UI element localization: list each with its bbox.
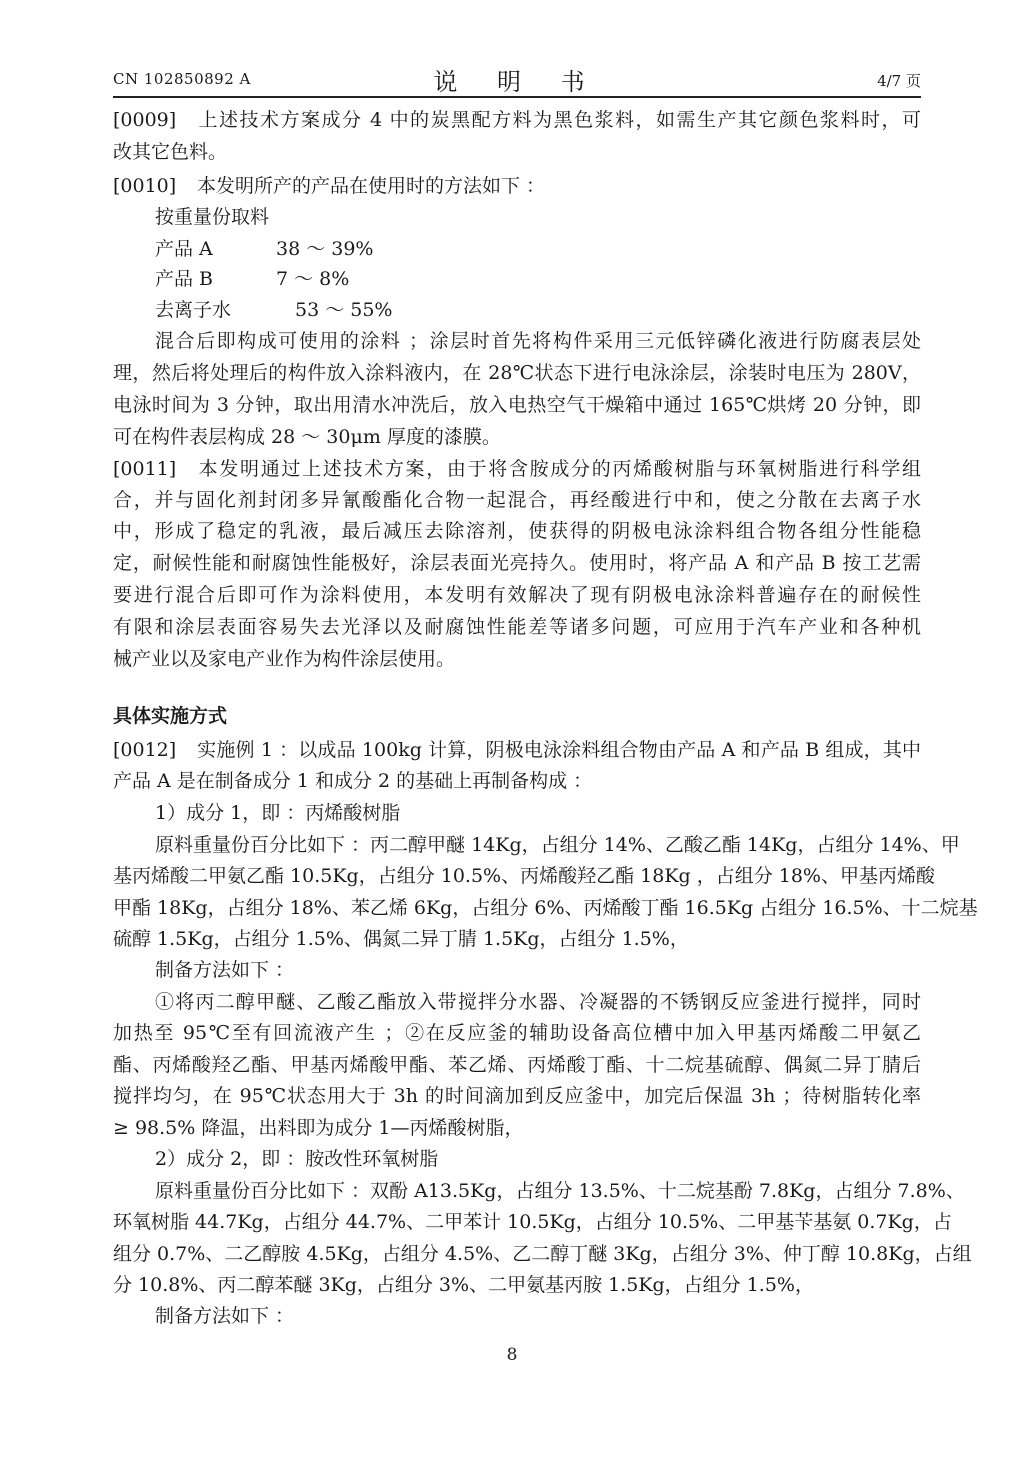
paragraph-0010-line: [0010] 本发明所产的产品在使用时的方法如下 ： xyxy=(113,175,546,197)
preparation-line: 搅拌均匀，在 95℃状态用大于 3h 的时间滴加到反应釜中，加完后保温 3h ；待树脂转化率 xyxy=(113,1085,921,1107)
paragraph-0009-line: 改其它色料。 xyxy=(113,141,228,163)
component-1-title: 1）成分 1，即 ：丙烯酸树脂 xyxy=(155,802,401,824)
page-count: 4/7 页 xyxy=(877,72,921,90)
paragraph-0011-line: 合，并与固化剂封闭多异氰酸酯化合物一起混合，再经酸进行中和，使之分散在去离子水 xyxy=(113,489,921,511)
preparation-heading: 制备方法如下 ： xyxy=(155,959,295,981)
page-header xyxy=(113,60,921,94)
component-2-line: 组分 0.7%、二乙醇胺 4.5Kg，占组分 4.5%、乙二醇丁醚 3Kg，占组分 3%、仲丁醇 10.8Kg，占组 xyxy=(113,1243,972,1265)
paragraph-number: [0012] xyxy=(113,739,177,761)
paragraph-0011-line: 定，耐候性能和耐腐蚀性能极好，涂层表面光亮持久。使用时，将产品 A 和产品 B 按工艺需 xyxy=(113,552,921,574)
paragraph-0011-line: 要进行混合后即可作为涂料使用，本发明有效解决了现有阴极电泳涂料普遍存在的耐候性 xyxy=(113,584,921,606)
ratio-row: 产品 A 38 ～ 39% xyxy=(155,238,374,260)
patent-number: CN 102850892 A xyxy=(113,70,251,88)
paragraph-0010-line: 理，然后将处理后的构件放入涂料液内，在 28℃状态下进行电泳涂层，涂装时电压为 280V， xyxy=(113,362,921,384)
document-title: 说 明 书 xyxy=(433,68,601,96)
paragraph-number: [0009] xyxy=(113,109,177,131)
preparation-line: ①将丙二醇甲醚、乙酸乙酯放入带搅拌分水器、冷凝器的不锈钢反应釜进行搅拌，同时 xyxy=(155,991,921,1013)
preparation-line: ≥ 98.5% 降温，出料即为成分 1—丙烯酸树脂， xyxy=(113,1117,524,1139)
component-1-line: 原料重量份百分比如下 ：丙二醇甲醚 14Kg，占组分 14%、乙酸乙酯 14Kg，占组分 14%、甲 xyxy=(155,834,960,856)
component-1-line: 硫醇 1.5Kg，占组分 1.5%、偶氮二异丁腈 1.5Kg，占组分 1.5%， xyxy=(113,928,689,950)
paragraph-0011-line: 械产业以及家电产业作为构件涂层使用。 xyxy=(113,648,456,670)
paragraph-number: [0011] xyxy=(113,458,177,480)
component-2-line: 分 10.8%、丙二醇苯醚 3Kg，占组分 3%、二甲氨基丙胺 1.5Kg，占组分 1.5%， xyxy=(113,1274,814,1296)
paragraph-0012-line: 产品 A 是在制备成分 1 和成分 2 的基础上再制备构成 ： xyxy=(113,770,593,792)
preparation-heading: 制备方法如下 ： xyxy=(155,1305,295,1327)
ratio-row: 去离子水 53 ～ 55% xyxy=(155,299,393,321)
component-1-line: 基丙烯酸二甲氨乙酯 10.5Kg，占组分 10.5%、丙烯酸羟乙酯 18Kg ，占组分 18%、甲基丙烯酸 xyxy=(113,865,935,887)
paragraph-0012-line: [0012] 实施例 1 ：以成品 100kg 计算，阴极电泳涂料组合物由产品 A 和产品 B 组成，其中 xyxy=(113,739,921,761)
ratio-row: 产品 B 7 ～ 8% xyxy=(155,268,350,290)
paragraph-0011-line: 有限和涂层表面容易失去光泽以及耐腐蚀性能差等诸多问题，可应用于汽车产业和各种机 xyxy=(113,616,921,638)
paragraph-0010-line: 可在构件表层构成 28 ～ 30μm 厚度的漆膜。 xyxy=(113,426,501,448)
paragraph-0009-line: [0009] 上述技术方案成分 4 中的炭黑配方料为黑色浆料，如需生产其它颜色浆料时，可 xyxy=(113,109,921,131)
component-2-line: 环氧树脂 44.7Kg，占组分 44.7%、二甲苯计 10.5Kg，占组分 10.5%、二甲基苄基氨 0.7Kg，占 xyxy=(113,1211,952,1233)
ratio-heading: 按重量份取料 xyxy=(155,206,270,228)
section-title: 具体实施方式 xyxy=(113,705,228,727)
paragraph-0011-line: [0011] 本发明通过上述技术方案，由于将含胺成分的丙烯酸树脂与环氧树脂进行科学组 xyxy=(113,458,921,480)
paragraph-0010-line: 电泳时间为 3 分钟，取出用清水冲洗后，放入电热空气干燥箱中通过 165℃烘烤 20 分钟，即 xyxy=(113,394,921,416)
page-number: 8 xyxy=(506,1345,518,1365)
paragraph-number: [0010] xyxy=(113,175,177,197)
paragraph-0011-line: 中，形成了稳定的乳液，最后减压去除溶剂，使获得的阴极电泳涂料组合物各组分性能稳 xyxy=(113,520,921,542)
component-1-line: 甲酯 18Kg，占组分 18%、苯乙烯 6Kg，占组分 6%、丙烯酸丁酯 16.5Kg 占组分 16.5%、十二烷基 xyxy=(113,897,978,919)
paragraph-0010-line: 混合后即构成可使用的涂料 ；涂层时首先将构件采用三元低锌磷化液进行防腐表层处 xyxy=(155,330,921,352)
preparation-line: 加热至 95℃至有回流液产生 ；②在反应釜的辅助设备高位槽中加入甲基丙烯酸二甲氨乙 xyxy=(113,1022,921,1044)
preparation-line: 酯、丙烯酸羟乙酯、甲基丙烯酸甲酯、苯乙烯、丙烯酸丁酯、十二烷基硫醇、偶氮二异丁腈后 xyxy=(113,1054,921,1076)
component-2-title: 2）成分 2，即 ：胺改性环氧树脂 xyxy=(155,1148,439,1170)
component-2-line: 原料重量份百分比如下 ：双酚 A13.5Kg，占组分 13.5%、十二烷基酚 7.8Kg，占组分 7.8%、 xyxy=(155,1180,965,1202)
header-rule xyxy=(113,96,921,98)
